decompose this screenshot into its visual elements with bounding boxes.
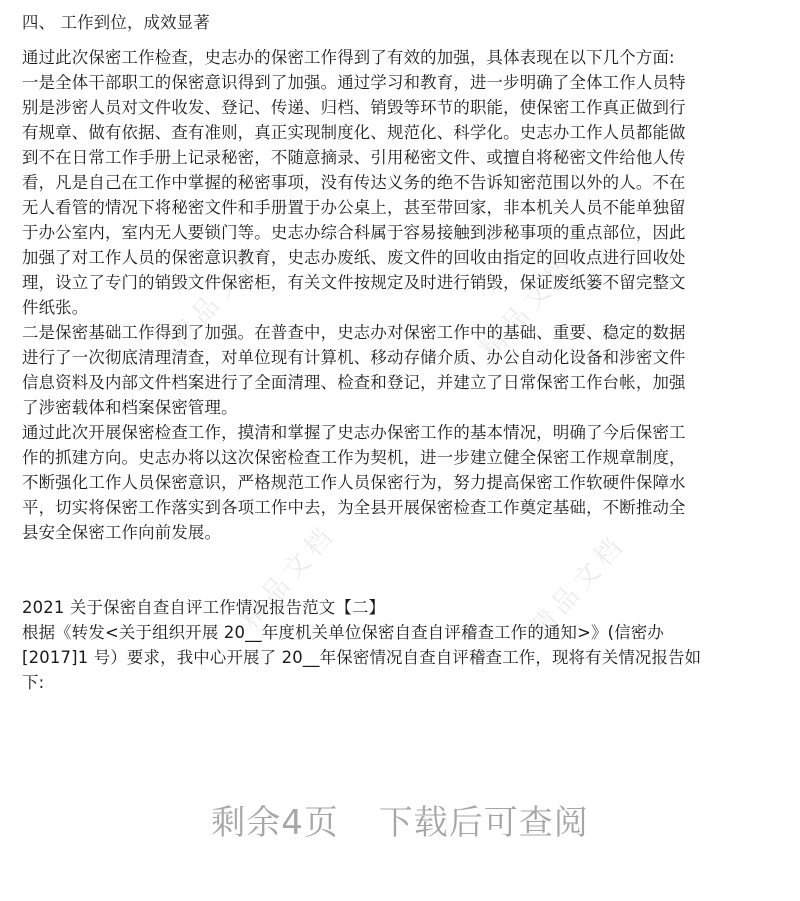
paragraph-line: 根据《转发<关于组织开展 20__年度机关单位保密自查自评稽查工作的通知>》(信密办 xyxy=(22,623,664,642)
watermark: 精品文档 xyxy=(164,238,273,355)
paragraph-line: 县安全保密工作向前发展。 xyxy=(22,523,222,542)
paragraph-line: 无人看管的情况下将秘密文件和手册置于办公桌上，甚至带回家，非本机关人员不能单独留 xyxy=(22,198,686,217)
report-title: 2021 关于保密自查自评工作情况报告范文【二】 xyxy=(22,598,386,617)
paragraph-line: 到不在日常工作手册上记录秘密，不随意摘录、引用秘密文件、或擅自将秘密文件给他人传 xyxy=(22,148,686,167)
paragraph-line: 平，切实将保密工作落实到各项工作中去，为全县开展保密检查工作奠定基础，不断推动全 xyxy=(22,498,686,517)
watermark: 精品文档 xyxy=(524,528,633,645)
paragraph-line: 有规章、做有依据、查有准则，真正实现制度化、规范化、科学化。史志办工作人员都能做 xyxy=(22,123,686,142)
paragraph-line: [2017]1 号）要求，我中心开展了 20__年保密情况自查自评稽查工作，现将有关情况报告如 xyxy=(22,648,702,667)
paragraph-line: 看，凡是自己在工作中掌握的秘密事项，没有传达义务的绝不告诉知密范围以外的人。不在 xyxy=(22,173,686,192)
paragraph-line: 一是全体干部职工的保密意识得到了加强。通过学习和教育，进一步明确了全体工作人员特 xyxy=(22,73,686,92)
watermark: 精品文档 xyxy=(474,248,583,365)
paragraph-line: 于办公室内，室内无人要锁门等。史志办综合科属于容易接触到涉秘事项的重点部位，因此 xyxy=(22,223,686,242)
section-heading: 四、 工作到位，成效显著 xyxy=(22,13,210,32)
download-hint-text: 下载后可查阅 xyxy=(378,803,589,843)
paragraph-line: 不断强化工作人员保密意识，严格规范工作人员保密行为，努力提高保密工作软硬件保障水 xyxy=(22,473,686,492)
paragraph-line: 件纸张。 xyxy=(22,298,89,317)
paragraph-line: 下: xyxy=(22,673,45,692)
paragraph-line: 别是涉密人员对文件收发、登记、传递、归档、销毁等环节的职能，使保密工作真正做到行 xyxy=(22,98,686,117)
paragraph-line: 理，设立了专门的销毁文件保密柜，有关文件按规定及时进行销毁，保证废纸篓不留完整文 xyxy=(22,273,686,292)
paragraph-line: 了涉密载体和档案保密管理。 xyxy=(22,398,238,417)
watermark: 精品文档 xyxy=(234,518,343,635)
paragraph-line: 通过此次保密工作检查，史志办的保密工作得到了有效的加强，具体表现在以下几个方面: xyxy=(22,48,675,67)
paragraph-line: 加强了对工作人员的保密意识教育，史志办废纸、废文件的回收由指定的回收点进行回收处 xyxy=(22,248,686,267)
paragraph-line: 作的抓建方向。史志办将以这次保密检查工作为契机，进一步建立健全保密工作规章制度， xyxy=(22,448,686,467)
paragraph-line: 二是保密基础工作得到了加强。在普查中，史志办对保密工作中的基础、重要、稳定的数据 xyxy=(22,323,686,342)
paragraph-line: 信息资料及内部文件档案进行了全面清理、检查和登记，并建立了日常保密工作台帐，加强 xyxy=(22,373,686,392)
remaining-pages-text: 剩余4页 xyxy=(211,803,339,843)
paragraph-line: 进行了一次彻底清理清查，对单位现有计算机、移动存储介质、办公自动化设备和涉密文件 xyxy=(22,348,686,367)
download-banner[interactable] xyxy=(0,800,800,846)
paragraph-line: 通过此次开展保密检查工作，摸清和掌握了史志办保密工作的基本情况，明确了今后保密工 xyxy=(22,423,686,442)
